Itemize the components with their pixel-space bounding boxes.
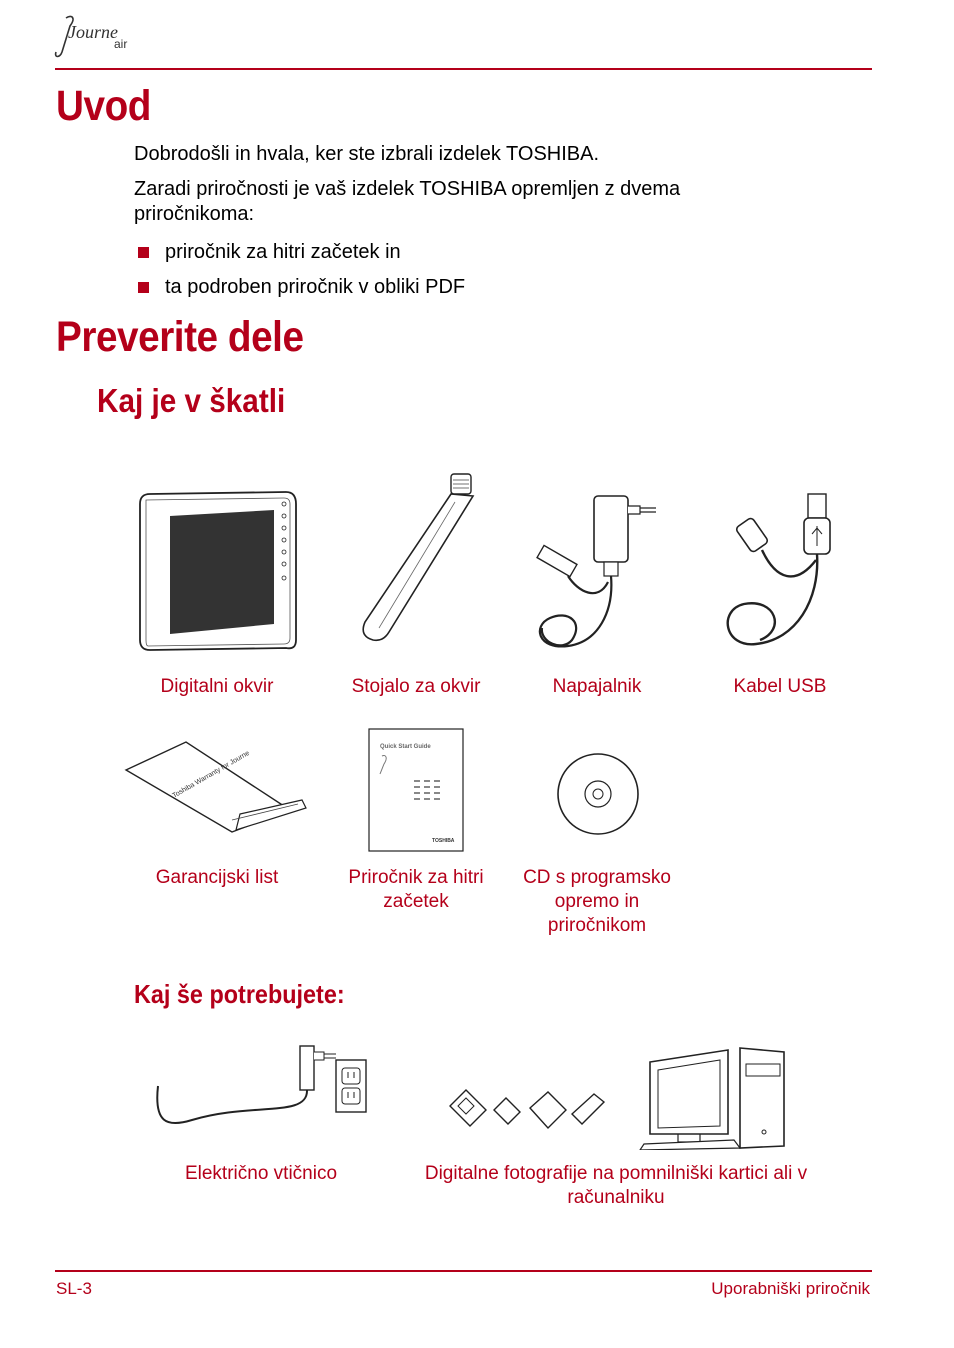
svg-text:Journe: Journe <box>68 22 118 42</box>
intro-paragraph-2: Zaradi priročnosti je vaš izdelek TOSHIBA opremljen z dvema priročnikoma: <box>134 178 681 225</box>
manual-title: Uporabniški priročnik <box>711 1279 870 1298</box>
item-label: Digitalni okvir <box>160 676 274 697</box>
header-rule <box>55 68 872 70</box>
item-label: Garancijski list <box>155 867 279 888</box>
bullet-square-icon <box>138 247 149 258</box>
power-adapter-icon <box>528 492 660 658</box>
intro-paragraph-1: Dobrodošli in hvala, ker ste izbrali izdelek TOSHIBA. <box>134 143 600 165</box>
page-number: SL-3 <box>56 1279 92 1298</box>
intro-title: Uvod <box>56 82 151 130</box>
box-contents-title: Kaj je v škatli <box>97 382 286 419</box>
cd-icon <box>556 752 640 836</box>
need-title: Kaj še potrebujete: <box>134 979 345 1009</box>
item-label: Napajalnik <box>552 676 642 697</box>
item-label: CD s programsko opremo in priročnikom <box>523 867 671 936</box>
svg-text:Toshiba Warranty for Journe: Toshiba Warranty for Journe <box>171 749 251 800</box>
bullet-square-icon <box>138 282 149 293</box>
svg-text:TOSHIBA: TOSHIBA <box>432 838 455 844</box>
warranty-sheet-icon <box>122 738 310 834</box>
usb-cable-icon <box>716 490 844 658</box>
memory-cards-computer-icon <box>444 1044 788 1150</box>
svg-text:Quick Start Guide: Quick Start Guide <box>380 744 431 750</box>
power-outlet-icon <box>152 1042 368 1132</box>
item-label: Kabel USB <box>733 676 827 697</box>
frame-stand-icon <box>355 472 485 652</box>
journe-air-logo <box>52 12 142 64</box>
footer-rule <box>55 1270 872 1272</box>
quick-start-guide-icon <box>368 728 464 852</box>
digital-frame-icon <box>136 490 300 652</box>
svg-text:air: air <box>114 37 128 51</box>
item-label: Stojalo za okvir <box>351 676 481 697</box>
need-item-label: Električno vtičnico <box>184 1163 338 1184</box>
item-label: Priročnik za hitri začetek <box>348 867 484 912</box>
check-parts-title: Preverite dele <box>56 313 304 361</box>
need-item-label: Digitalne fotografije na pomnilniški kartici ali v računalniku <box>424 1163 808 1208</box>
